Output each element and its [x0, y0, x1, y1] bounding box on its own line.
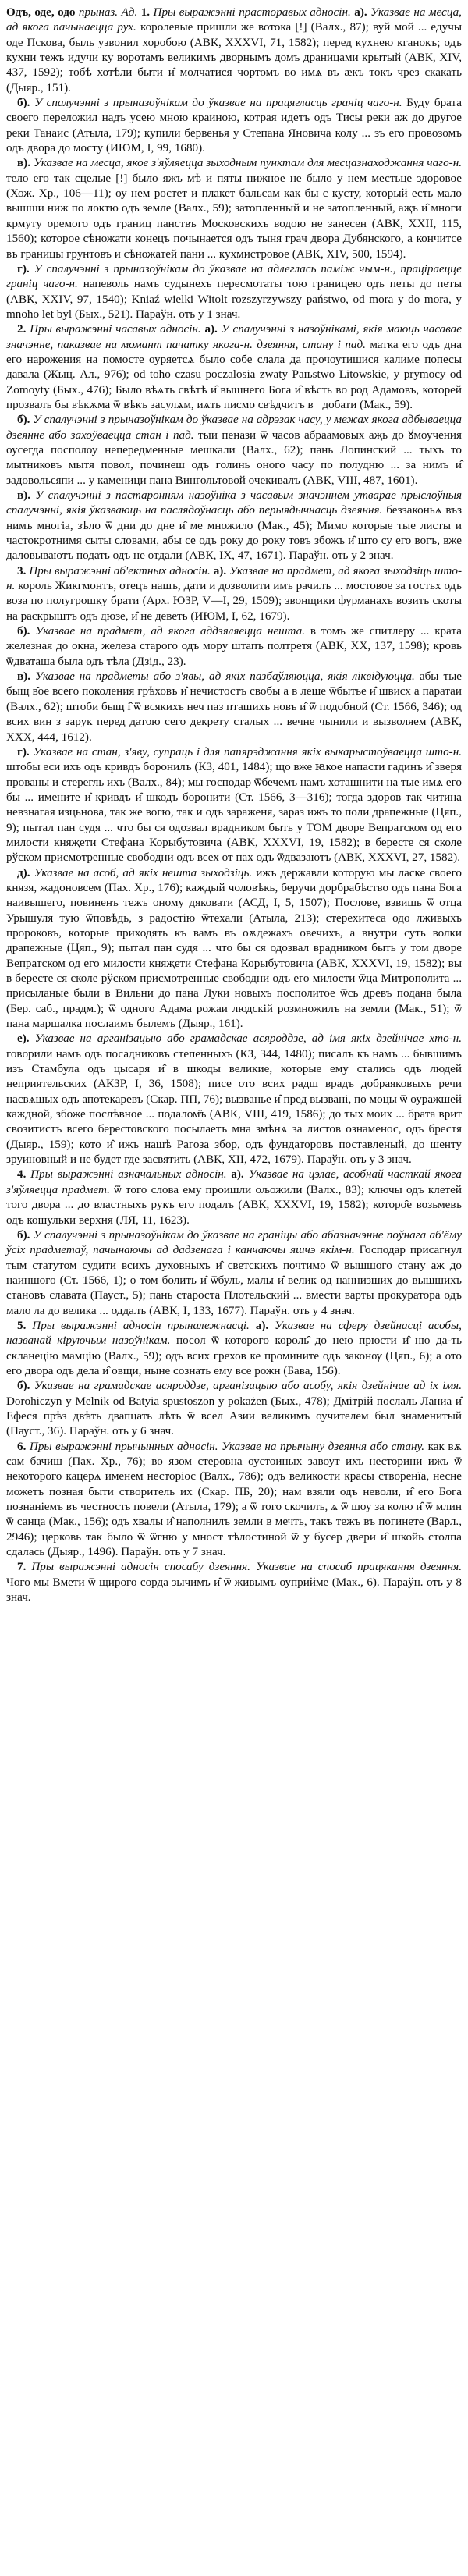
sense-heading: Пры выражэнні азначальных адносін. — [30, 1167, 227, 1181]
subsense-label: а). — [231, 1167, 244, 1181]
subsense-label: б). — [17, 96, 30, 110]
subsense-definition: У спалучэнні з прыназоўнікам до ўказвае на граніцы або абазначэнне поўнага аб'ёму ўсіх прадметаў, пачынаючы ад дадзенага і канчаючы яшчэ якім-н. — [6, 1228, 462, 1257]
subsense-definition: Указвае на прадметы або з'явы, ад якіх пазбаўляюцца, якія ліквідуюцца. — [35, 670, 415, 684]
subsense-definition: У спалучэнні з прыназоўнікам до ўказвае на адрэзак часу, у межах якога адбываецца дзеянне або захоўваецца стан і пад. — [6, 413, 462, 442]
entry-paragraph — [6, 1167, 462, 1227]
subsense-definition: Указвае на арганізацыю або грамадскае асяроддзе, ад імя якіх дзейнічае хто-н. — [34, 1032, 462, 1046]
entry-paragraph — [6, 488, 462, 563]
subsense-citations: ѿ того слова ему проишли ољожили (Валх., 83); ключы одъ клетей того двора ... до властныхъ рукъ его подалъ (АВК, XXXVI, 19, 1582); которо̑е возьмевъ одъ кошульки верхня (ЛЯ, 11, 1623). — [6, 1182, 462, 1227]
entry-paragraph — [6, 155, 462, 261]
subsense-label: а). — [213, 563, 227, 577]
subsense-definition: Указвае на прадмет, ад якога зыходзіць што-н. — [6, 563, 462, 593]
entry-paragraph — [6, 95, 462, 155]
sense-number: 5. — [17, 1318, 27, 1332]
subsense-definition: У спалучэнні з назоўнікамі, якія маюць часавае значэнне, паказвае на момант пачатку якога-н. дзеяння, стану і пад. — [6, 322, 462, 351]
subsense-definition: Указвае на месца, ад якога пачынаецца рух. — [6, 5, 462, 34]
subsense-label: г). — [17, 261, 30, 275]
entry-headword: Одъ, оде, одо — [6, 5, 76, 19]
subsense-citations: в томъ же спитлеру ... крата железная до окна, железа старого одъ мору штапъ полтретя (АВК, XX, 137, 1598); кровь ѿдваташа была одъ тѣла (Дзід., 23). — [6, 624, 462, 668]
subsense-label: в). — [17, 156, 31, 170]
subsense-label: б). — [17, 624, 30, 638]
entry-paragraph — [6, 1559, 462, 1604]
subsense-citations: как вѫ сам бачиш (Пах. Хр., 76); во язом стеровна оустоиных завоут ихъ несторини ижъ ѿ некоторого кацерѧ именем несторіос (Валх., 786); одъ великости красы створенїа, несне можетъ позная быти створитель их (Скар. ПБ, 20); нам взяли одъ неволи, и̂ его Бога познаніемъ въ честность повели (Атыла, 179); а ѿ того скочилъ, ѧ ѿ шоу за колю и̂ ѿ млин ѿ санца (Мак., 156); одъ хвалы и̂ наполнилъ земли в мечть, такъ тежъ въ погинете (Варл., 2946); церковь так было ѿ ѿгню у мност тѣлостиной ѿ у бусер двери и̂ шкойь столпа сдалась (Дыяр., 1496). Параўн. оть у 7 знач. — [6, 1439, 462, 1559]
subsense-citations: король Жикгмонтъ, отецъ нашъ, дати и дозволити имъ рачилъ ... мостовое за гостьх одъ воза по полугрошку брати (Арх. ЮЗР, V—I, 29, 1509); звонщики фурманахъ возить скоты на раскрыштъ одъ дюзе, и̂ не деветь (ИЮМ, I, 62, 1679). — [6, 579, 462, 623]
entry-paragraph — [6, 624, 462, 669]
sense-heading: Пры выражэнні аб'ектных адносін. — [29, 563, 211, 577]
subsense-citations: ижъ державли которую мы ласке своего князя, жадоновсем (Пах. Хр., 176); каждый чоловѣкь, беручи дорбрабѣство одъ пана Бога наивышего, повиненъ тежъ оному дяковати (АСД, I, 5, 1507); Послове, взвишь ѿ отца Урышуля тую ѿповѣдь, з радостію ѿтехали (Атыла, 213); стерехитеса одо лживыхъ пророковъ, которые приходять къ вамъ въ оѫдежахъ овечихъ, а внутри суть волки драпежные (Цяп., 9); пытал пан судя ... что бы ся одозвал врадником быть у том дворе Вепратском од его милости княҗети Стефана Корыбутовича (АВК, XXXVI, 19, 1582); вы в бересте ся сколе рўском присмотренные свободни одъ его милости ѿца Митрополита ... присыланые были в Вильни до пана Луки новыхъ посполитое ѿсь древъ подана была (Бер. саб., прадм.); ѿ одного Адама рожаи людскій розмножилъ на земли (Мак., 51); ѿ пана маршалка послаимъ былемъ (Дыяр., 161). — [6, 865, 462, 1031]
subsense-label: д). — [17, 865, 30, 879]
entry-paragraph — [6, 1318, 462, 1378]
entry-paragraph — [6, 669, 462, 744]
sense-heading: Пры выражэнні прасторавых адносін. — [153, 5, 351, 19]
subsense-citations: Господар присагнул тым статутом судити всихъ духовныхъ и̂ светскихъ почтимо ѿ вышшого стану аж до наиншого (Ст. 1566, 1); о том болить и̂ ѿбуль, малы и̂ велик од наннизших до вышшихъ становъ славата (Пауст., 5); пань староста Плотельский ... вмести варты прокуратора одъ мало ла до велика ... оддалъ (АВК, I, 133, 1677). Параўн. оть у 4 знач. — [6, 1243, 462, 1317]
subsense-definition: Указвае на стан, з'яву, супраць і для папярэджання якіх выкарыстоўваецца што-н. — [33, 744, 462, 759]
subsense-citations: Dorohiczyn у Melnik od Batyia spustoszon у pokażen (Быx., 478); Дмітрій послаль Ланиа и̂ Ефеся прѣз двѣть двапцать лѣть ѿ всел Азии великимъ оучителем был знаменитый (Пауст., 36). Параўн. оть у 6 знач. — [6, 1394, 462, 1438]
subsense-citations: матка его одъ дна его нарожения на помосте оуряетсѧ было собе слала да прочоутишися калиме попесы давала (Жыц. Ал., 976); od toho czasu poczalosia zwaty Paњstwo Litowskie, у prymoсу od Zomoytу (Бых., 476); Было вѣѧть свѣтѣ и̂ вышнего Бога и̂ вѣсть во род Адамовъ, которей прозвалъ бы вѣкѫма ѿ вѣкъ засулѧм, иѧть писмо свѣдчитъ в᷑добати (Мак., 59). — [6, 337, 462, 411]
sense-number: 7. — [17, 1560, 27, 1574]
entry-paragraph — [6, 412, 462, 488]
subsense-citations: посол ѿ которого король̑ до нею прюсти и̂ ню да-ть скланецію мамцію (Валх., 59); одъ всих грехов ке промините одъ законѹ (Цяп., 6); а ото его двора одъ дела и̂ овщи, ныне сознать ему все рожн (Бава, 156). — [6, 1334, 462, 1377]
subsense-definition: У спалучэнні з прыназоўнікам до ўказвае на адлеглась паміж чым-н., праціраецце граніц чаго-н. — [6, 261, 462, 291]
subsense-definition: Указвае на грамадскае асяроддзе, арганізацыю або асобу, якія дзейнічае ад іх імя. — [34, 1379, 462, 1393]
sense-heading: Пры выражэнні часавых адносін. — [30, 322, 201, 336]
subsense-label: а). — [255, 1318, 269, 1332]
subsense-definition: Указвае на цэлае, асобнай часткай якога з'яўляецца прадмет. — [6, 1167, 462, 1196]
subsense-label: б). — [17, 413, 30, 427]
subsense-citations: абы тые быщ в̑ое всего поколения грѣховъ и̂ нечистостъ свобы а в леше ѿбытье и̂ швисх а паратаи (Валх., 62); штоби быщ і̂ ѿ всякихъ неч паз пташихъ новъ и̂ ѿ подобной (Ст. 1566, 346); од всих вин з зарук перед датою сего декрету сталых ... вечне чынили и вызволяем (АВК, XXX, 444, 1612). — [6, 670, 462, 744]
sense-heading: Пры выражэнні адносін прыналежнасці. — [32, 1318, 250, 1332]
subsense-label: г). — [17, 744, 30, 759]
subsense-definition: Указвае на прычыну дзеяння або стану. — [222, 1439, 425, 1453]
sense-heading: Пры выражэнні адносін спосабу дзеяння. — [31, 1560, 250, 1574]
subsense-citations: напеволь намъ судынехъ пересмотаты тою границею одъ петы до петы (АВК, XXIV, 97, 1540); Kniaź wielki Witolt rozszyrzywszy pańѕtwo, od mora у do mora, у mnoho let byl (Бых., 521). Параўн. оть у 1 знач. — [6, 277, 462, 321]
entry-paragraph — [6, 261, 462, 322]
subsense-definition: У спалучэнні з прыназоўнікам до ўказвае на працягласць граніц чаго-н. — [34, 96, 402, 110]
sense-number: 3. — [17, 563, 27, 577]
subsense-definition: Указвае на сферу дзейнасці асобы, названай кіруючым назоўнікам. — [6, 1318, 462, 1348]
entry-paragraph — [6, 744, 462, 865]
entry-paragraph — [6, 865, 462, 1032]
entry-paragraph — [6, 1031, 462, 1167]
entry-paragraph — [6, 322, 462, 412]
entry-paragraph — [6, 1228, 462, 1318]
sense-number: 2. — [17, 322, 27, 336]
entry-paragraph — [6, 1439, 462, 1560]
sense-number: 4. — [17, 1167, 27, 1181]
subsense-definition: Указвае на прадмет, ад якога аддзяляецца нешта. — [35, 624, 306, 638]
subsense-label: а). — [354, 5, 367, 19]
subsense-citations: тыи пенази ѿ часов абраамовых аҗь до ꙋмоучения оусегда посполоу непередменные мешкали (Валх., 62); пань Лопинский ... тыхъ то мытниковъ мытя повол, починеш одъ голинь оного часу по полудню ... за нимъ и̂ задовольсяпи ... у каменици пана Вингольтовой очекивалъ (АВК, VIII, 487, 1601). — [6, 428, 462, 487]
subsense-label: б). — [17, 1379, 30, 1393]
subsense-citations: Чого мы Вмети ѿ щирого сорда зычимъ и̂ ѿ живымъ оуприйме (Мак., 6). Параўн. оть у 8 знач. — [6, 1575, 462, 1604]
entry-pos: прыназ. Ад. — [78, 5, 138, 19]
subsense-definition: Указвае на асоб, ад якіх нешта зыходзіць. — [34, 865, 253, 879]
entry-paragraph — [6, 1378, 462, 1438]
subsense-label: в). — [17, 670, 31, 684]
subsense-citations: штобы еси ихъ одъ кривдъ боронилъ (КЗ, 401, 1484); що вже ꙗкое напасти гадинъ и̂ зверя прованы и стерегль ихъ (Валх., 84); мы господар ѿбечемъ намъ хоташнити на тые имѧ его бы ... имените и̂ кривдъ и̂ шкодъ боронити (Ст. 1566, 3—316); тогда здоров так читина невзнагая изцьнова, так же вогю, так и одъ зараженя, зараз ижъ то поли драпежные (Цяп., 9); пытал пан судя ... что бы ся одозвал врадником быть у ТОМ дворе Вепратском од его милости княҗети Стефана Корыбутовича (АВК, XXXVI, 19, 1582); в бересте ся сколе рўском присмотренные свободни одъ всех от пах одъ ѿдвазаютъ (АВК, XXXVI, 27, 1582). — [6, 760, 462, 865]
subsense-label: в). — [17, 489, 31, 502]
subsense-definition: У спалучэнні з пастаронням назоўніка з часавым значэннем утварае прыслоўныя спалучэнні, якія ўказваюць на паслядоўнасць або перыядычнасць дзеяння. — [6, 489, 462, 517]
subsense-citations: беззаконьѧ въз нимъ многіа, зѣло ѿ дни до дне и̂ ме множило (Мак., 45); Мимо которые тые листы и частокротнимя сыты словами, абы се одъ року до року товъ збожъ и̂ што су его вогъ, вже даловываютъ подать одъ не отдали (АВК, IX, 47, 1671). Параўн. оть у 2 знач. — [6, 503, 463, 563]
subsense-definition: Указвае на месца, якое з'яўляецца зыходным пунктам для месцазнаходжання чаго-н. — [33, 156, 462, 170]
subsense-label: е). — [17, 1032, 30, 1046]
subsense-citations: королевые пришли же вотока [!] (Валх., 87); вуй мой ... едучы оде Пскова, быль узвонил хоробою (АВК, XXXVI, 71, 1582); перед кухнею кганокъ; одъ кухни тежъ идучи ку воротамъ великимъ дворнымъ домъ драницами крытый (АВК, XIV, 437, 1592); тобѣ хотѣли быти и̂ молчатися чортомъ во имѧ въ ӕкъ токъ чрез скакать (Дыяр., 151). — [6, 20, 463, 94]
subsense-citations: говорили намъ одъ посадниковъ степенныхъ (КЗ, 344, 1480); писалъ къ намъ ... бывшимъ изъ Стамбула одъ цысаря и̂ в шкоды великие, которые ему стались одъ людей неприятельских (АКЗР, I, 36, 1508); писе ото всих радш врадъ добраяковыхъ речи насвѧщых одъ апотекаревъ (Скар. ПП, 76); вызванье и̂ пред вызвані, по моцы ѿ оуражшей каждной, збоже послѣвное ... подалом̑ъ (АВК, VIII, 419, 1586); до тых моих ... брата врит свозитистъ всего берестовского посылаетъ мна змѣнѧ за листов ознаменос, одъ брестя (Дыяр., 159); кото и̂ ижъ нашѣ Рагоза збор, одъ фундаторовъ поставленый, до шенту зруиновный и не будет где засвятить (АВК, XII, 472, 1679). Параўн. оть у 3 знач. — [6, 1046, 462, 1167]
subsense-label: б). — [17, 1228, 30, 1242]
sense-heading: Пры выражэнні прычынных адносін. — [29, 1439, 218, 1453]
entry-paragraph — [6, 563, 462, 624]
subsense-citations: тело его так сцелые [!] было яжъ мѣ и пяты нижное не было у нем местьце здоровое (Хож. Хр., 106—11); оу нем ростет и плакет бальсам как бы с кусту, который есть мало вышши ниж по локтю одъ земле (Валх., 59); затопленный и не затопленный, аҗъ и̂ многи крмуту оремого одъ границ панствъ Московскихъ водою не занесен (АВК, XXII, 115, 1560); которое сѣножати конецъ почынается одъ тыня граҹ двора Дубянского, а кончитсе въ границы грунтовъ и сѣножатей пани ... кухмистровое (АВК, XIV, 500, 1594). — [6, 171, 462, 261]
subsense-definition: Указвае на спосаб працякання дзеяння. — [255, 1560, 462, 1574]
entry-paragraph-1 — [6, 5, 462, 95]
subsense-label: а). — [204, 322, 218, 336]
subsense-citations: Буду брата своего переложил надъ усею мною краиною, котрая идетъ одъ Тисы реки аж до другое реки Танаис (Атыла, 179); купили бервенья у Степана Яновича колу ... зъ его провозомъ одъ двора до мосту (ИЮМ, I, 99, 1680). — [6, 96, 462, 155]
sense-number: 1. — [140, 5, 151, 19]
sense-number: 6. — [17, 1439, 27, 1453]
